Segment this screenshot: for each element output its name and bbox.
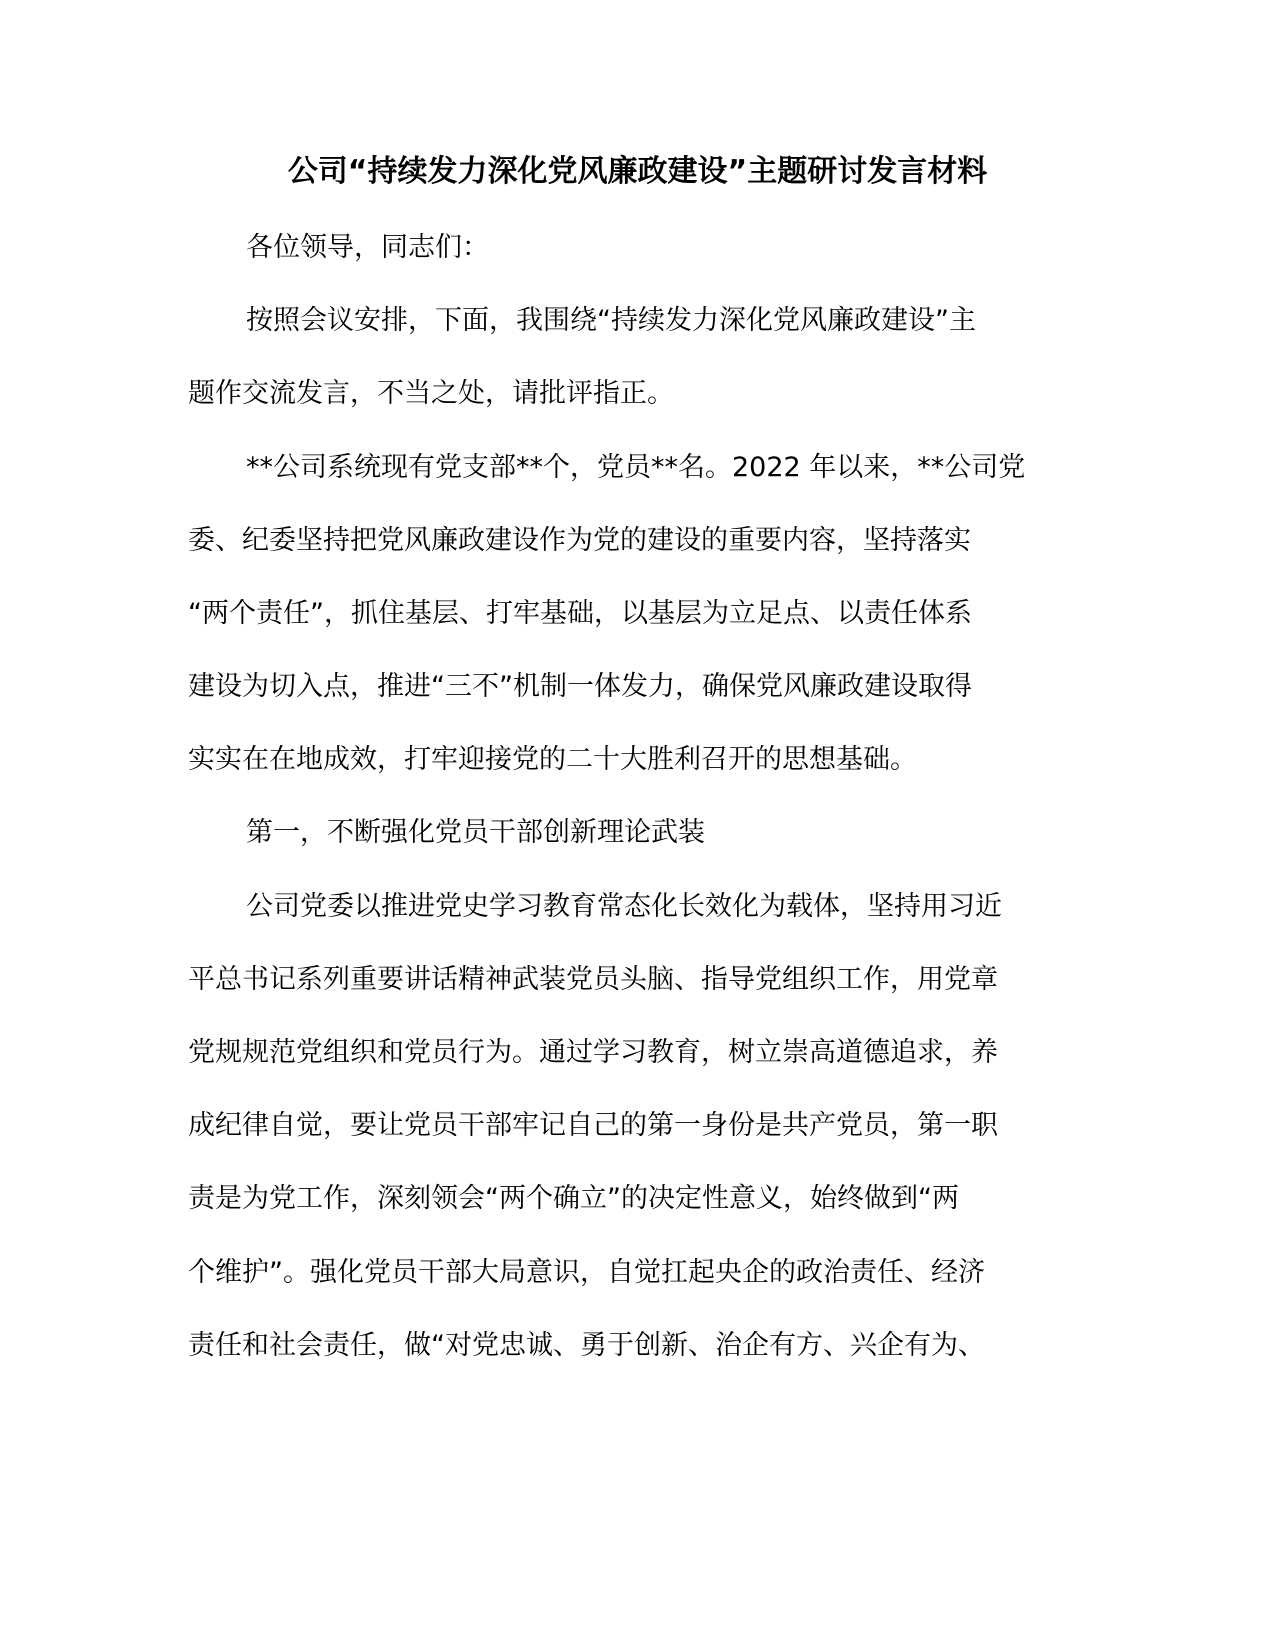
paragraph-line: 委、纪委坚持把党风廉政建设作为党的建设的重要内容，坚持落实 [188, 525, 971, 556]
paragraph-line: “两个责任”，抓住基层、打牢基础，以基层为立足点、以责任体系 [188, 598, 972, 629]
paragraph-line: 实实在在地成效，打牢迎接党的二十大胜利召开的思想基础。 [188, 744, 917, 775]
document-title: 公司“持续发力深化党风廉政建设”主题研讨发言材料 [287, 154, 988, 189]
paragraph-line: 责是为党工作，深刻领会“两个确立”的决定性意义，始终做到“两 [188, 1183, 959, 1214]
paragraph-line: 平总书记系列重要讲话精神武装党员头脑、指导党组织工作，用党章 [188, 964, 998, 995]
paragraph-line: **公司系统现有党支部**个，党员**名。2022 年以来，**公司党 [246, 452, 1026, 483]
section-heading: 第一，不断强化党员干部创新理论武装 [246, 817, 705, 848]
paragraph-line: 题作交流发言，不当之处，请批评指正。 [188, 378, 674, 409]
paragraph-line: 按照会议安排，下面，我围绕“持续发力深化党风廉政建设”主 [246, 305, 976, 336]
paragraph-line: 公司党委以推进党史学习教育常态化长效化为载体，坚持用习近 [246, 891, 1002, 922]
paragraph-line: 成纪律自觉，要让党员干部牢记自己的第一身份是共产党员，第一职 [188, 1110, 998, 1141]
paragraph-line: 党规规范党组织和党员行为。通过学习教育，树立崇高道德追求，养 [188, 1037, 998, 1068]
paragraph-line: 建设为切入点，推进“三不”机制一体发力，确保党风廉政建设取得 [188, 671, 972, 702]
paragraph-line: 个维护”。强化党员干部大局意识，自觉扛起央企的政治责任、经济 [188, 1257, 985, 1288]
paragraph-line: 责任和社会责任，做“对党忠诚、勇于创新、治企有方、兴企有为、 [188, 1330, 985, 1361]
salutation-line: 各位领导，同志们： [246, 232, 489, 263]
